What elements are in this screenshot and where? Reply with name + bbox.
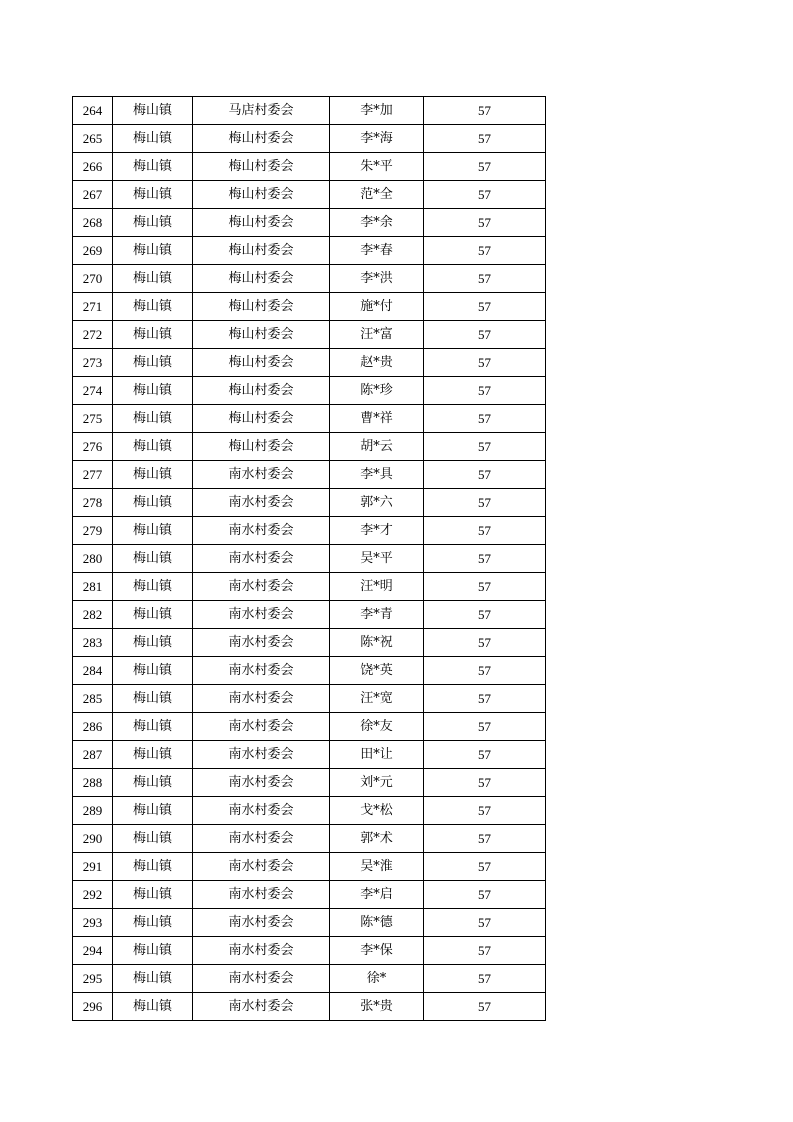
cell-person-name: 张*贵: [330, 993, 424, 1021]
table-row: [73, 965, 546, 993]
cell-row-number: 276: [73, 433, 113, 461]
cell-amount: 57: [424, 937, 546, 965]
cell-row-number: 289: [73, 797, 113, 825]
table-row: [73, 433, 546, 461]
cell-person-name: 戈*松: [330, 797, 424, 825]
cell-town: 梅山镇: [113, 433, 193, 461]
cell-village-committee: 南水村委会: [193, 881, 330, 909]
cell-village-committee: 南水村委会: [193, 573, 330, 601]
table-row: [73, 321, 546, 349]
cell-amount: 57: [424, 181, 546, 209]
cell-row-number: 277: [73, 461, 113, 489]
cell-town: 梅山镇: [113, 881, 193, 909]
cell-row-number: 295: [73, 965, 113, 993]
cell-village-committee: 南水村委会: [193, 853, 330, 881]
cell-town: 梅山镇: [113, 405, 193, 433]
table-row: [73, 517, 546, 545]
cell-town: 梅山镇: [113, 153, 193, 181]
cell-person-name: 李*保: [330, 937, 424, 965]
cell-row-number: 279: [73, 517, 113, 545]
cell-person-name: 朱*平: [330, 153, 424, 181]
cell-village-committee: 梅山村委会: [193, 181, 330, 209]
cell-person-name: 赵*贵: [330, 349, 424, 377]
cell-town: 梅山镇: [113, 489, 193, 517]
cell-village-committee: 南水村委会: [193, 825, 330, 853]
cell-amount: 57: [424, 909, 546, 937]
cell-town: 梅山镇: [113, 797, 193, 825]
cell-amount: 57: [424, 377, 546, 405]
cell-town: 梅山镇: [113, 657, 193, 685]
cell-amount: 57: [424, 433, 546, 461]
cell-row-number: 273: [73, 349, 113, 377]
cell-town: 梅山镇: [113, 237, 193, 265]
cell-village-committee: 南水村委会: [193, 769, 330, 797]
cell-amount: 57: [424, 853, 546, 881]
cell-person-name: 李*春: [330, 237, 424, 265]
cell-amount: 57: [424, 125, 546, 153]
table-row: [73, 769, 546, 797]
cell-town: 梅山镇: [113, 545, 193, 573]
cell-amount: 57: [424, 321, 546, 349]
cell-village-committee: 梅山村委会: [193, 405, 330, 433]
table-row: [73, 825, 546, 853]
table-row: [73, 97, 546, 125]
table-row: [73, 125, 546, 153]
table-row: [73, 713, 546, 741]
cell-row-number: 288: [73, 769, 113, 797]
cell-row-number: 265: [73, 125, 113, 153]
cell-town: 梅山镇: [113, 713, 193, 741]
table-row: [73, 909, 546, 937]
cell-town: 梅山镇: [113, 909, 193, 937]
cell-village-committee: 南水村委会: [193, 517, 330, 545]
cell-row-number: 270: [73, 265, 113, 293]
cell-person-name: 李*青: [330, 601, 424, 629]
table-row: [73, 377, 546, 405]
cell-village-committee: 南水村委会: [193, 713, 330, 741]
cell-person-name: 郭*六: [330, 489, 424, 517]
cell-row-number: 292: [73, 881, 113, 909]
cell-amount: 57: [424, 601, 546, 629]
cell-row-number: 290: [73, 825, 113, 853]
cell-village-committee: 南水村委会: [193, 461, 330, 489]
table-row: [73, 181, 546, 209]
table-row: [73, 153, 546, 181]
cell-town: 梅山镇: [113, 349, 193, 377]
cell-person-name: 胡*云: [330, 433, 424, 461]
cell-village-committee: 南水村委会: [193, 937, 330, 965]
cell-town: 梅山镇: [113, 769, 193, 797]
roster-table-body: [73, 97, 546, 1021]
cell-village-committee: 马店村委会: [193, 97, 330, 125]
table-row: [73, 265, 546, 293]
cell-town: 梅山镇: [113, 993, 193, 1021]
cell-row-number: 286: [73, 713, 113, 741]
cell-village-committee: 南水村委会: [193, 489, 330, 517]
table-row: [73, 293, 546, 321]
table-row: [73, 405, 546, 433]
cell-village-committee: 梅山村委会: [193, 209, 330, 237]
cell-village-committee: 南水村委会: [193, 909, 330, 937]
cell-town: 梅山镇: [113, 97, 193, 125]
table-row: [73, 993, 546, 1021]
cell-row-number: 271: [73, 293, 113, 321]
cell-person-name: 施*付: [330, 293, 424, 321]
cell-person-name: 范*全: [330, 181, 424, 209]
cell-person-name: 徐*: [330, 965, 424, 993]
cell-village-committee: 南水村委会: [193, 685, 330, 713]
cell-row-number: 284: [73, 657, 113, 685]
cell-person-name: 李*具: [330, 461, 424, 489]
cell-row-number: 267: [73, 181, 113, 209]
cell-amount: 57: [424, 825, 546, 853]
cell-town: 梅山镇: [113, 461, 193, 489]
cell-village-committee: 南水村委会: [193, 797, 330, 825]
cell-town: 梅山镇: [113, 965, 193, 993]
cell-town: 梅山镇: [113, 853, 193, 881]
cell-amount: 57: [424, 797, 546, 825]
cell-town: 梅山镇: [113, 825, 193, 853]
cell-village-committee: 梅山村委会: [193, 237, 330, 265]
cell-row-number: 281: [73, 573, 113, 601]
cell-town: 梅山镇: [113, 629, 193, 657]
cell-row-number: 268: [73, 209, 113, 237]
cell-row-number: 283: [73, 629, 113, 657]
cell-amount: 57: [424, 545, 546, 573]
cell-village-committee: 南水村委会: [193, 741, 330, 769]
cell-row-number: 274: [73, 377, 113, 405]
table-row: [73, 209, 546, 237]
cell-amount: 57: [424, 517, 546, 545]
cell-amount: 57: [424, 461, 546, 489]
cell-town: 梅山镇: [113, 209, 193, 237]
cell-amount: 57: [424, 293, 546, 321]
cell-person-name: 李*海: [330, 125, 424, 153]
cell-village-committee: 梅山村委会: [193, 349, 330, 377]
cell-person-name: 陈*珍: [330, 377, 424, 405]
cell-person-name: 吴*平: [330, 545, 424, 573]
cell-row-number: 282: [73, 601, 113, 629]
cell-village-committee: 梅山村委会: [193, 265, 330, 293]
roster-table: [72, 96, 546, 1021]
cell-person-name: 李*加: [330, 97, 424, 125]
cell-person-name: 陈*祝: [330, 629, 424, 657]
cell-town: 梅山镇: [113, 321, 193, 349]
table-row: [73, 685, 546, 713]
cell-town: 梅山镇: [113, 181, 193, 209]
cell-person-name: 汪*宽: [330, 685, 424, 713]
cell-amount: 57: [424, 965, 546, 993]
cell-person-name: 刘*元: [330, 769, 424, 797]
table-row: [73, 601, 546, 629]
cell-row-number: 287: [73, 741, 113, 769]
cell-village-committee: 南水村委会: [193, 965, 330, 993]
cell-person-name: 汪*明: [330, 573, 424, 601]
cell-village-committee: 梅山村委会: [193, 153, 330, 181]
cell-amount: 57: [424, 489, 546, 517]
cell-row-number: 293: [73, 909, 113, 937]
cell-amount: 57: [424, 573, 546, 601]
cell-town: 梅山镇: [113, 125, 193, 153]
cell-row-number: 275: [73, 405, 113, 433]
cell-row-number: 272: [73, 321, 113, 349]
cell-amount: 57: [424, 153, 546, 181]
table-row: [73, 741, 546, 769]
cell-row-number: 291: [73, 853, 113, 881]
cell-village-committee: 南水村委会: [193, 601, 330, 629]
cell-town: 梅山镇: [113, 517, 193, 545]
table-row: [73, 657, 546, 685]
table-row: [73, 237, 546, 265]
table-row: [73, 573, 546, 601]
cell-person-name: 饶*英: [330, 657, 424, 685]
cell-amount: 57: [424, 993, 546, 1021]
table-row: [73, 881, 546, 909]
cell-town: 梅山镇: [113, 601, 193, 629]
cell-row-number: 266: [73, 153, 113, 181]
cell-row-number: 294: [73, 937, 113, 965]
cell-amount: 57: [424, 769, 546, 797]
cell-town: 梅山镇: [113, 265, 193, 293]
cell-village-committee: 南水村委会: [193, 657, 330, 685]
cell-row-number: 269: [73, 237, 113, 265]
cell-row-number: 278: [73, 489, 113, 517]
cell-amount: 57: [424, 685, 546, 713]
cell-person-name: 陈*德: [330, 909, 424, 937]
cell-amount: 57: [424, 349, 546, 377]
cell-row-number: 264: [73, 97, 113, 125]
cell-village-committee: 梅山村委会: [193, 321, 330, 349]
cell-person-name: 郭*术: [330, 825, 424, 853]
cell-amount: 57: [424, 209, 546, 237]
cell-village-committee: 南水村委会: [193, 993, 330, 1021]
cell-row-number: 296: [73, 993, 113, 1021]
cell-person-name: 徐*友: [330, 713, 424, 741]
cell-amount: 57: [424, 881, 546, 909]
cell-amount: 57: [424, 405, 546, 433]
table-row: [73, 797, 546, 825]
cell-town: 梅山镇: [113, 685, 193, 713]
cell-amount: 57: [424, 265, 546, 293]
cell-person-name: 李*才: [330, 517, 424, 545]
cell-person-name: 李*余: [330, 209, 424, 237]
cell-amount: 57: [424, 741, 546, 769]
cell-amount: 57: [424, 713, 546, 741]
cell-person-name: 吴*淮: [330, 853, 424, 881]
cell-town: 梅山镇: [113, 937, 193, 965]
cell-village-committee: 梅山村委会: [193, 377, 330, 405]
cell-village-committee: 南水村委会: [193, 545, 330, 573]
cell-person-name: 汪*富: [330, 321, 424, 349]
cell-town: 梅山镇: [113, 377, 193, 405]
cell-village-committee: 梅山村委会: [193, 125, 330, 153]
cell-village-committee: 梅山村委会: [193, 433, 330, 461]
cell-town: 梅山镇: [113, 573, 193, 601]
cell-row-number: 285: [73, 685, 113, 713]
cell-person-name: 田*让: [330, 741, 424, 769]
table-row: [73, 545, 546, 573]
cell-row-number: 280: [73, 545, 113, 573]
cell-village-committee: 梅山村委会: [193, 293, 330, 321]
cell-person-name: 李*启: [330, 881, 424, 909]
cell-town: 梅山镇: [113, 293, 193, 321]
cell-person-name: 曹*祥: [330, 405, 424, 433]
table-row: [73, 461, 546, 489]
table-row: [73, 349, 546, 377]
table-row: [73, 489, 546, 517]
cell-village-committee: 南水村委会: [193, 629, 330, 657]
cell-town: 梅山镇: [113, 741, 193, 769]
cell-person-name: 李*洪: [330, 265, 424, 293]
table-row: [73, 629, 546, 657]
cell-amount: 57: [424, 97, 546, 125]
cell-amount: 57: [424, 237, 546, 265]
table-row: [73, 937, 546, 965]
cell-amount: 57: [424, 629, 546, 657]
table-row: [73, 853, 546, 881]
cell-amount: 57: [424, 657, 546, 685]
